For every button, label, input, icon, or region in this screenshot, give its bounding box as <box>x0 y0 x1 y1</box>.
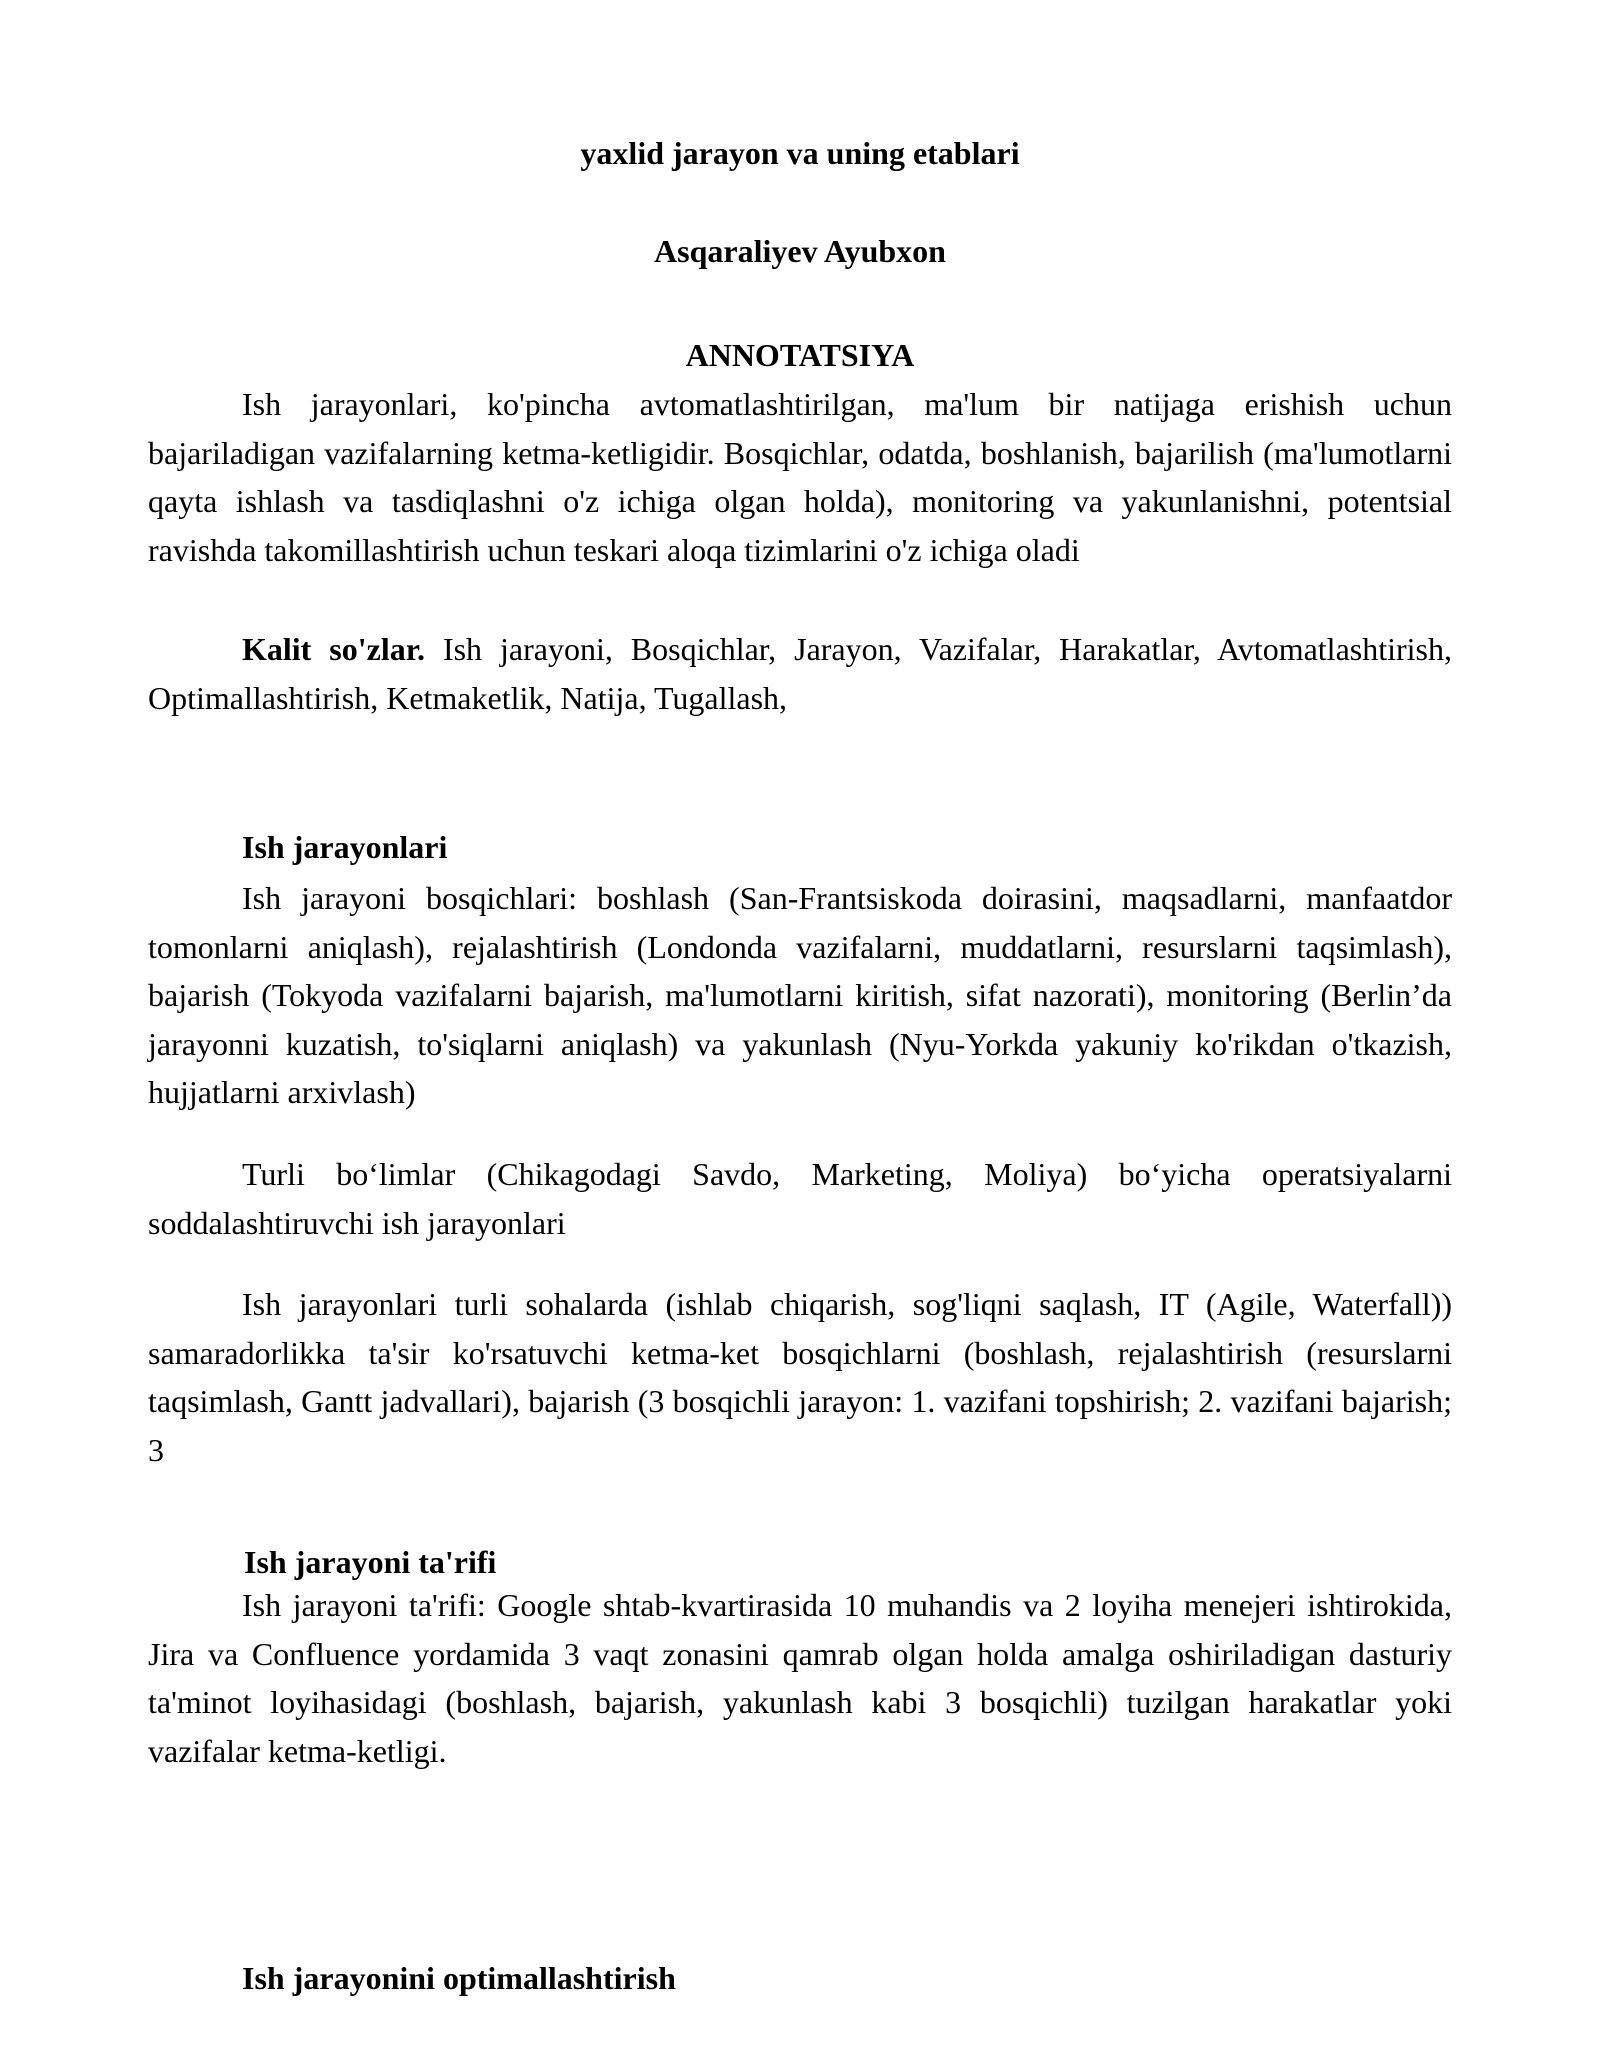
paragraph-workflow-stages: Ish jarayoni bosqichlari: boshlash (San-Frantsiskoda doirasini, maqsadlarni, manfaatdor tomonlarni aniqlash), rejalashtirish (Londonda vazifalarni, muddatlarni, resurslarni taqsimlash), bajarish (Tokyoda vazifalarni bajarish, ma'lumotlarni kiritish, sifat nazorati), monitoring (Berlin’da jarayonni kuzatish, to'siqlarni aniqlash) va yakunlash (Nyu-Yorkda yakuniy ko'rikdan o'tkazish, hujjatlarni arxivlash) <box>148 880 1452 1110</box>
paragraph-industries: Ish jarayonlari turli sohalarda (ishlab chiqarish, sog'liqni saqlash, IT (Agile, Waterfall)) samaradorlikka ta'sir ko'rsatuvchi ketma-ket bosqichlarni (boshlash, rejalashtirish (resurslarni taqsimlash, Gantt jadvallari), bajarish (3 bosqichli jarayon: 1. vazifani topshirish; 2. vazifani bajarish; 3 <box>148 1286 1452 1468</box>
keywords-list: Ish jarayoni, Bosqichlar, Jarayon, Vazifalar, Harakatlar, Avtomatlashtirish, Optimallashtirish, Ketmaketlik, Natija, Tugallash, <box>148 631 1452 716</box>
annotation-paragraph: Ish jarayonlari, ko'pincha avtomatlashtirilgan, ma'lum bir natijaga erishish uchun bajariladigan vazifalarning ketma-ketligidir. Bosqichlar, odatda, boshlanish, bajarilish (ma'lumotlarni qayta ishlash va tasdiqlashni o'z ichiga olgan holda), monitoring va yakunlanishni, potentsial ravishda takomillashtirish uchun teskari aloqa tizimlarini o'z ichiga oladi <box>148 386 1452 568</box>
paragraph-departments: Turli bo‘limlar (Chikagodagi Savdo, Marketing, Moliya) bo‘yicha operatsiyalarni soddalashtiruvchi ish jarayonlari <box>148 1156 1452 1241</box>
document-title: yaxlid jarayon va uning etablari <box>580 135 1020 171</box>
paragraph-definition: Ish jarayoni ta'rifi: Google shtab-kvartirasida 10 muhandis va 2 loyiha menejeri ishtirokida, Jira va Confluence yordamida 3 vaqt zonasini qamrab olgan holda amalga oshiriladigan dasturiy ta'minot loyihasidagi (boshlash, bajarish, yakunlash kabi 3 bosqichli) tuzilgan harakatlar yoki vazifalar ketma-ketligi. <box>148 1587 1452 1769</box>
keywords-paragraph <box>148 625 1452 722</box>
section-heading-ish-jarayoni-tarifi: Ish jarayoni ta'rifi <box>244 1544 497 1580</box>
keywords-label: Kalit so'zlar. <box>242 631 425 667</box>
section-heading-ish-jarayonlari: Ish jarayonlari <box>242 829 448 865</box>
section-heading-optimallashtirish: Ish jarayonini optimallashtirish <box>242 1960 676 1996</box>
annotation-heading: ANNOTATSIYA <box>685 337 915 373</box>
author-name: Asqaraliyev Ayubxon <box>654 233 946 269</box>
